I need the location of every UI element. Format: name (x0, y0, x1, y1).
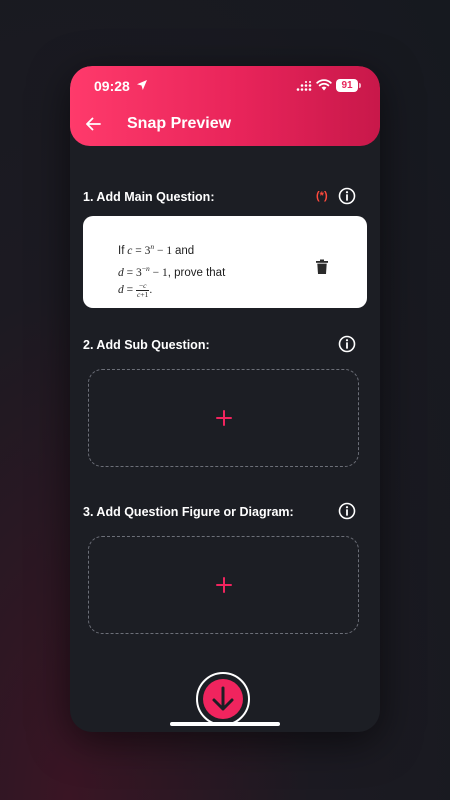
question-line-2: $d = 3^{-n} - 1$, prove that (118, 264, 226, 279)
plus-icon (216, 410, 232, 426)
status-time: 09:28 (94, 78, 130, 94)
battery-indicator: 91 (336, 79, 358, 92)
main-question-card[interactable] (83, 216, 367, 308)
required-mark: (*) (316, 190, 328, 202)
location-arrow-icon (136, 79, 148, 91)
figure-label: 3. Add Question Figure or Diagram: (83, 505, 294, 519)
add-figure-dropzone[interactable] (88, 536, 359, 634)
info-circle-icon[interactable] (338, 187, 356, 205)
question-line-1-suffix: and (175, 245, 195, 257)
battery-tip (359, 83, 361, 88)
question-line-2-suffix: , prove that (167, 267, 226, 279)
question-line-1: If $c = 3^n - 1$ and (118, 242, 195, 257)
arrow-left-icon[interactable] (84, 115, 102, 133)
signal-icon (296, 81, 312, 91)
page-title: Snap Preview (127, 115, 232, 132)
phone-screen (70, 66, 380, 732)
info-circle-icon[interactable] (338, 502, 356, 520)
plus-icon (216, 577, 232, 593)
add-sub-question-dropzone[interactable] (88, 369, 359, 467)
main-question-label: 1. Add Main Question: (83, 190, 215, 204)
info-circle-icon[interactable] (338, 335, 356, 353)
sub-question-label: 2. Add Sub Question: (83, 338, 210, 352)
question-line-3: d = $\frac{-c}{c+1}$ . (118, 281, 153, 299)
app-bar (70, 66, 380, 146)
wifi-icon (316, 79, 332, 91)
download-button-inner (203, 679, 243, 719)
home-indicator[interactable] (170, 722, 280, 726)
question-fraction: $\frac{-c}{c+1}$ (137, 281, 149, 299)
question-text (118, 238, 225, 299)
trash-icon[interactable] (315, 259, 329, 275)
arrow-down-icon (209, 685, 237, 713)
download-button[interactable] (196, 672, 250, 726)
question-line-1-prefix: If (118, 245, 125, 257)
